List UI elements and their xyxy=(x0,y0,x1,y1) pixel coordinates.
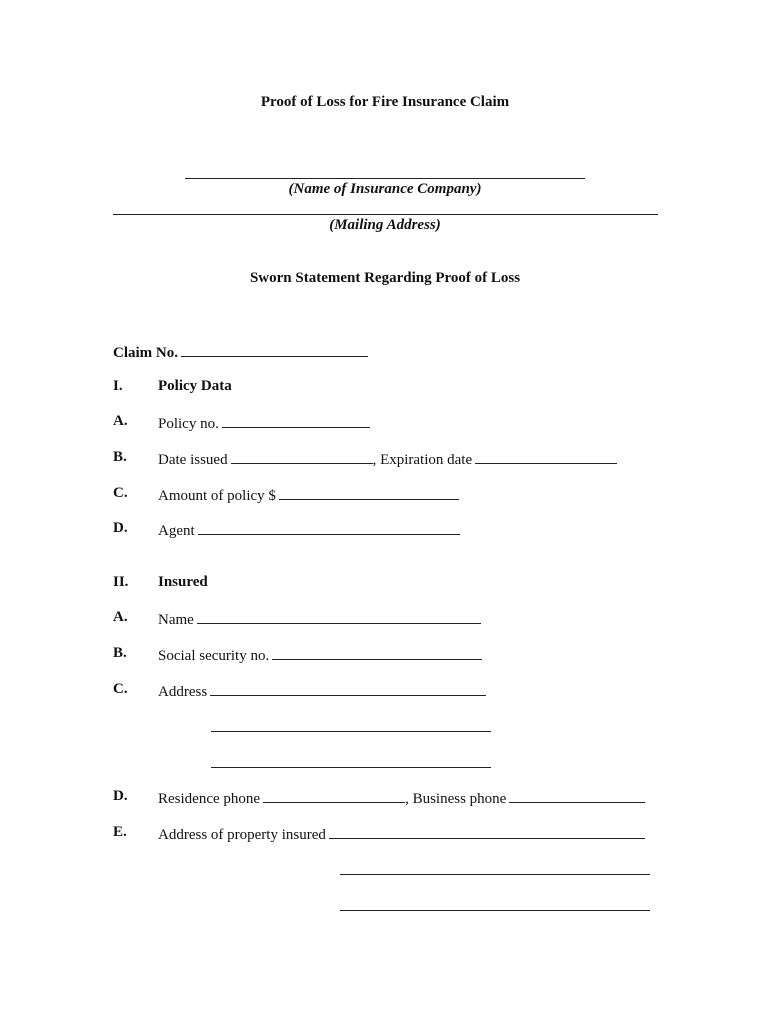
agent-row xyxy=(158,520,460,540)
amount-letter: C. xyxy=(113,485,128,501)
policy-no-label: Policy no. xyxy=(158,416,219,432)
address-field-line-3[interactable] xyxy=(211,767,491,768)
agent-label: Agent xyxy=(158,523,195,539)
mailing-address-caption: (Mailing Address) xyxy=(329,217,441,233)
section-2-heading: Insured xyxy=(158,574,208,590)
residence-phone-label: Residence phone xyxy=(158,791,261,807)
policy-no-field[interactable] xyxy=(222,413,370,428)
name-field[interactable] xyxy=(197,609,481,624)
name-letter: A. xyxy=(113,609,128,625)
ssn-label: Social security no. xyxy=(158,648,270,664)
name-label: Name xyxy=(158,612,194,628)
agent-field[interactable] xyxy=(198,520,460,535)
residence-phone-field[interactable] xyxy=(263,788,405,803)
property-address-field-line-1[interactable] xyxy=(329,824,645,839)
expiration-date-field[interactable] xyxy=(475,449,617,464)
amount-row xyxy=(158,485,459,505)
business-phone-label: , Business phone xyxy=(405,791,507,807)
ssn-letter: B. xyxy=(113,645,127,661)
mailing-address-field[interactable] xyxy=(113,214,658,215)
company-name-caption: (Name of Insurance Company) xyxy=(288,181,482,197)
ssn-field[interactable] xyxy=(272,645,482,660)
policy-no-row xyxy=(158,413,370,433)
property-address-row xyxy=(158,824,645,844)
name-row xyxy=(158,609,481,629)
address-label: Address xyxy=(158,684,208,700)
amount-label: Amount of policy $ xyxy=(158,488,276,504)
property-address-field-line-2[interactable] xyxy=(340,874,650,875)
claim-number-label: Claim No. xyxy=(113,345,178,361)
address-field-line-1[interactable] xyxy=(210,681,486,696)
statement-title: Sworn Statement Regarding Proof of Loss xyxy=(249,270,521,286)
policy-no-letter: A. xyxy=(113,413,128,429)
address-field-line-2[interactable] xyxy=(211,731,491,732)
document-title: Proof of Loss for Fire Insurance Claim xyxy=(260,94,510,110)
claim-number-row xyxy=(113,342,368,362)
address-letter: C. xyxy=(113,681,128,697)
company-name-field[interactable] xyxy=(185,178,585,179)
business-phone-field[interactable] xyxy=(509,788,645,803)
date-issued-letter: B. xyxy=(113,449,127,465)
section-2-number: II. xyxy=(113,574,129,590)
claim-number-field[interactable] xyxy=(181,342,368,357)
agent-letter: D. xyxy=(113,520,128,536)
section-1-heading: Policy Data xyxy=(158,378,232,394)
property-address-letter: E. xyxy=(113,824,127,840)
property-address-field-line-3[interactable] xyxy=(340,910,650,911)
date-issued-label: Date issued xyxy=(158,452,228,468)
section-1-number: I. xyxy=(113,378,123,394)
phone-row xyxy=(158,788,645,808)
expiration-date-label: , Expiration date xyxy=(372,452,473,468)
ssn-row xyxy=(158,645,482,665)
phone-letter: D. xyxy=(113,788,128,804)
date-issued-field[interactable] xyxy=(231,449,373,464)
amount-field[interactable] xyxy=(279,485,459,500)
property-address-label: Address of property insured xyxy=(158,827,326,843)
dates-row xyxy=(158,449,617,469)
address-row xyxy=(158,681,486,701)
